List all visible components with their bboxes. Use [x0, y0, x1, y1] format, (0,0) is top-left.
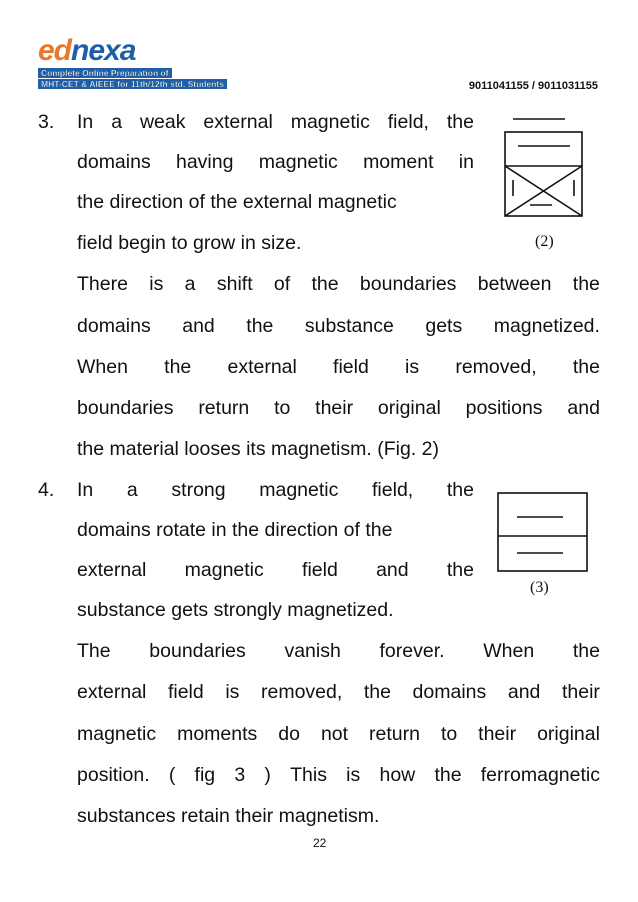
word: boundaries [359, 273, 457, 295]
word: is [149, 273, 164, 295]
paragraph-line [77, 396, 600, 420]
word: vanish [284, 640, 341, 662]
word: external [77, 559, 147, 581]
word: to [440, 723, 458, 745]
paragraph-line: field begin to grow in size. [77, 232, 302, 254]
word: the [246, 315, 274, 337]
word: return [369, 723, 420, 745]
word: field [167, 681, 204, 703]
logo-tagline-2: MHT-CET & AIEEE for 11th/12th std. Students [38, 79, 227, 90]
word: removed, [455, 356, 537, 378]
word: There [77, 273, 128, 295]
paragraph-line [77, 314, 600, 338]
logo-nexa: nexa [71, 34, 136, 67]
word: the [446, 111, 474, 133]
word: the [446, 559, 474, 581]
word: positions [465, 397, 543, 419]
paragraph-line [77, 639, 600, 663]
paragraph-line [77, 272, 600, 296]
paragraph-line [77, 110, 474, 134]
word: the [572, 273, 600, 295]
word: the [572, 356, 600, 378]
word: magnetic [258, 151, 338, 173]
logo-ed: ed [38, 34, 72, 67]
word: magnetic [259, 479, 339, 501]
word: original [537, 723, 600, 745]
word: field, [387, 111, 429, 133]
word: moment [363, 151, 434, 173]
word: domains [77, 151, 151, 173]
paragraph-line: the direction of the external magnetic [77, 191, 397, 213]
word: and [376, 559, 409, 581]
word: magnetic [290, 111, 370, 133]
word: return [198, 397, 250, 419]
paragraph-line: domains rotate in the direction of the [77, 519, 393, 541]
word: ( [168, 764, 176, 786]
word: the [311, 273, 339, 295]
figure-caption: (2) [535, 233, 554, 250]
word: their [561, 681, 600, 703]
word: This [290, 764, 327, 786]
word: is [405, 356, 420, 378]
word: and [507, 681, 541, 703]
word: a [111, 111, 123, 133]
word: magnetic [77, 723, 157, 745]
domain-diagram-fig-3 [495, 490, 590, 574]
word: and [182, 315, 215, 337]
word: strong [171, 479, 226, 501]
word: not [320, 723, 349, 745]
word: When [483, 640, 535, 662]
word: external [203, 111, 273, 133]
logo-wordmark [38, 34, 135, 68]
word: field [302, 559, 338, 581]
item-number: 4. [38, 479, 55, 501]
paragraph-line [77, 722, 600, 746]
paragraph-line: the material looses its magnetism. (Fig. 2) [77, 438, 439, 460]
page-number: 22 [313, 836, 327, 850]
paragraph-line [77, 558, 474, 582]
word: removed, [260, 681, 343, 703]
word: the [164, 356, 192, 378]
word: and [567, 397, 600, 419]
paragraph-line [77, 355, 600, 379]
word: magnetic [184, 559, 264, 581]
word: external [227, 356, 297, 378]
paragraph-line [77, 680, 600, 704]
paragraph-line: substance gets strongly magnetized. [77, 599, 394, 621]
word: substance [304, 315, 394, 337]
word: external [77, 681, 147, 703]
word: magnetized. [493, 315, 600, 337]
word: 3 [234, 764, 246, 786]
word: field [333, 356, 369, 378]
word: the [434, 764, 462, 786]
word: ferromagnetic [480, 764, 600, 786]
word: fig [194, 764, 216, 786]
word: moments [177, 723, 258, 745]
word: gets [425, 315, 463, 337]
word: domains [77, 315, 151, 337]
word: the [446, 479, 474, 501]
word: their [478, 723, 517, 745]
paragraph-line [77, 478, 474, 502]
word: The [77, 640, 111, 662]
word: forever. [379, 640, 445, 662]
word: boundaries [77, 397, 174, 419]
word: ) [264, 764, 271, 786]
word: the [572, 640, 600, 662]
word: of [273, 273, 291, 295]
word: in [458, 151, 474, 173]
item-number: 3. [38, 111, 55, 133]
word: domains [412, 681, 487, 703]
word: weak [139, 111, 186, 133]
paragraph-line [77, 150, 474, 174]
ednexa-logo [38, 34, 268, 94]
domain-diagram-fig-2 [500, 112, 590, 224]
figure-caption: (3) [530, 579, 549, 596]
word: boundaries [149, 640, 246, 662]
word: having [175, 151, 234, 173]
word: their [315, 397, 354, 419]
paragraph-line: substances retain their magnetism. [77, 805, 380, 827]
word: how [379, 764, 416, 786]
word: In [77, 479, 94, 501]
word: is [346, 764, 361, 786]
word: do [278, 723, 300, 745]
word: a [126, 479, 138, 501]
header-phone-numbers: 9011041155 / 9011031155 [468, 80, 598, 92]
word: In [77, 111, 94, 133]
word: between [477, 273, 552, 295]
word: position. [77, 764, 150, 786]
word: is [225, 681, 240, 703]
paragraph-line [77, 763, 600, 787]
word: original [377, 397, 441, 419]
word: shift [216, 273, 253, 295]
logo-tagline-1: Complete Online Preparation of [38, 68, 172, 79]
word: field, [372, 479, 414, 501]
word: the [363, 681, 391, 703]
word: to [274, 397, 291, 419]
word: When [77, 356, 128, 378]
word: a [184, 273, 196, 295]
